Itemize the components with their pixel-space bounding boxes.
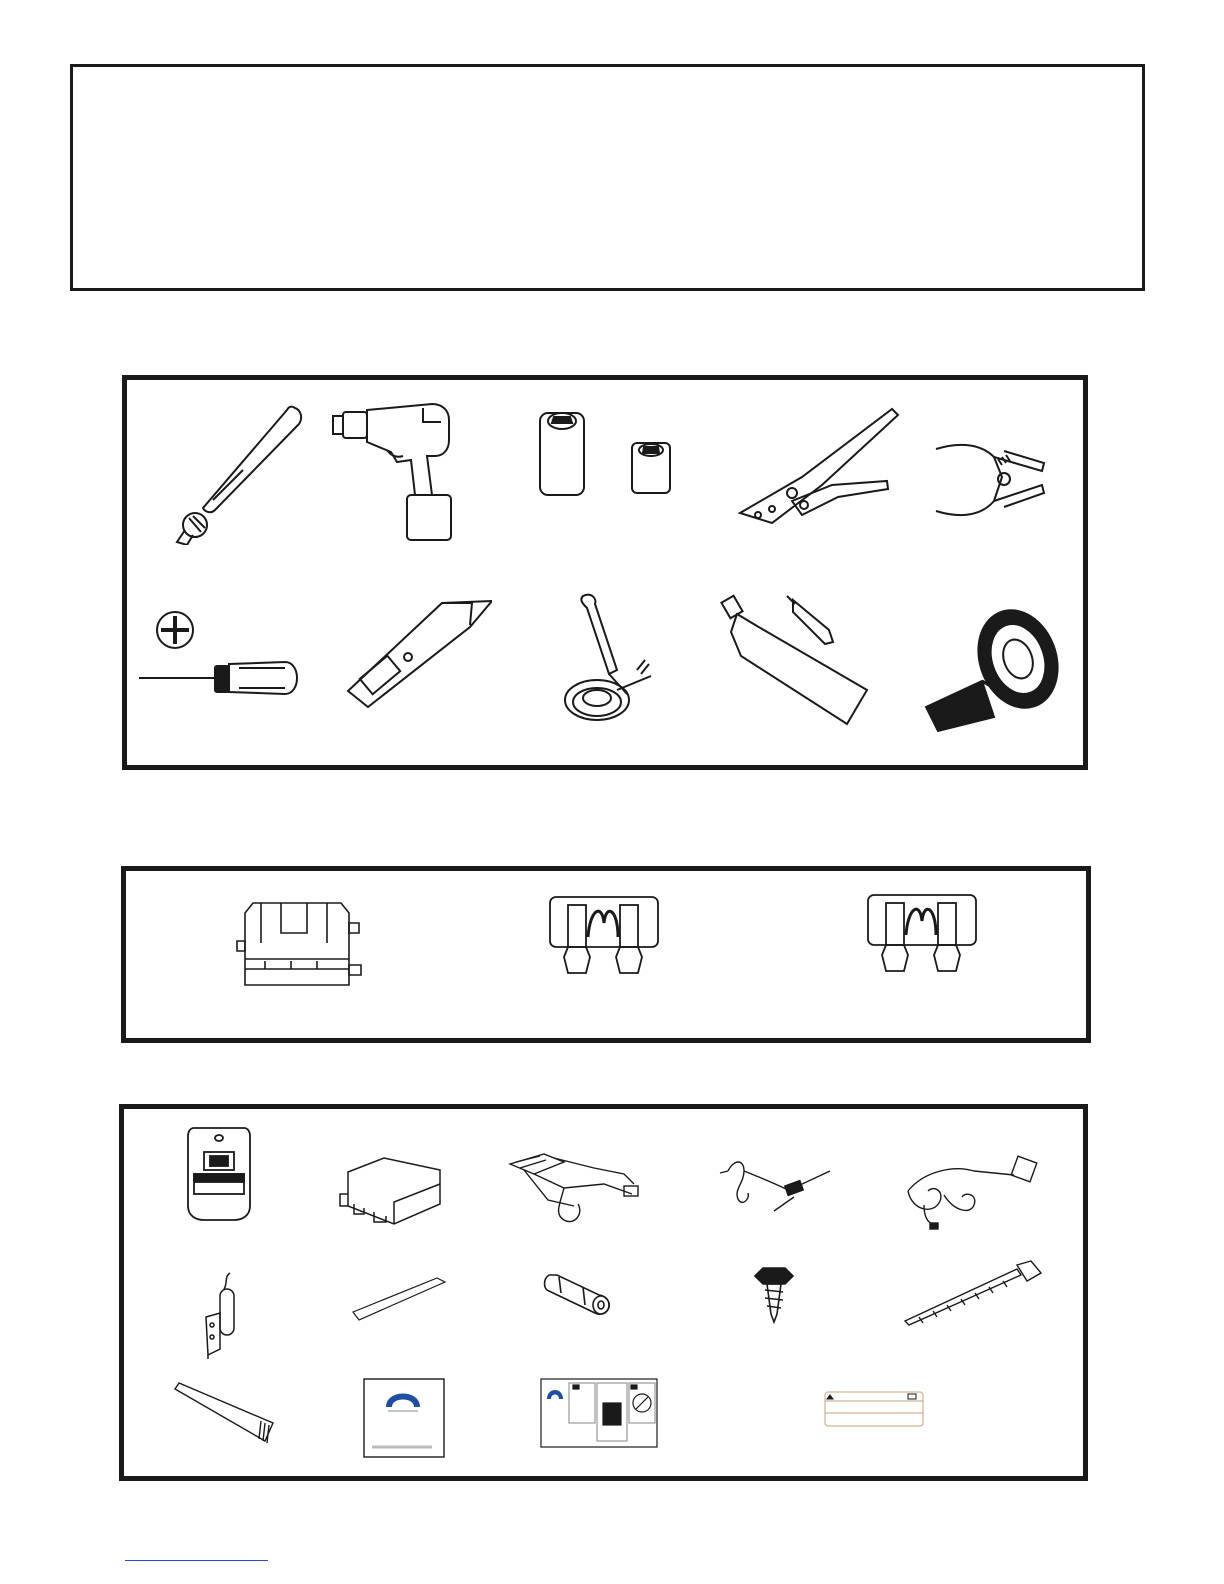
warning-label-icon (824, 1391, 924, 1427)
fuse-icon (864, 891, 979, 981)
utility-knife-icon (342, 595, 492, 710)
instruction-card-icon (539, 1377, 659, 1449)
foam-strip-icon (349, 1274, 449, 1324)
hood-switch-icon (194, 1269, 244, 1359)
footer-link[interactable] (125, 1548, 268, 1561)
socket-set-icon (532, 405, 682, 500)
screw-icon (749, 1264, 799, 1324)
ferrite-bead-icon (539, 1269, 619, 1324)
parts-required-panel (121, 866, 1091, 1043)
antenna-cable-icon (714, 1149, 834, 1219)
header-box (70, 64, 1145, 291)
control-module-icon (231, 893, 376, 993)
wiring-harness-icon (504, 1144, 644, 1229)
kit-contents-panel (119, 1104, 1088, 1481)
cable-tie-icon (899, 1259, 1049, 1329)
adhesive-pad-icon (169, 1379, 279, 1449)
wire-cutter-icon (932, 435, 1052, 525)
wire-crimper-icon (732, 405, 902, 535)
cordless-drill-icon (327, 400, 487, 545)
tools-required-panel (122, 375, 1088, 770)
dielectric-grease-icon (717, 590, 877, 730)
owner-manual-icon (362, 1377, 447, 1459)
key-fob-icon (184, 1124, 254, 1224)
soldering-iron-icon (557, 590, 677, 725)
phillips-screwdriver-icon (135, 602, 305, 702)
electrical-tape-icon (922, 595, 1062, 735)
module-bracket-icon (334, 1154, 444, 1229)
sensor-harness-icon (904, 1151, 1044, 1236)
ratchet-icon (155, 400, 305, 545)
fuse-icon (546, 893, 661, 983)
